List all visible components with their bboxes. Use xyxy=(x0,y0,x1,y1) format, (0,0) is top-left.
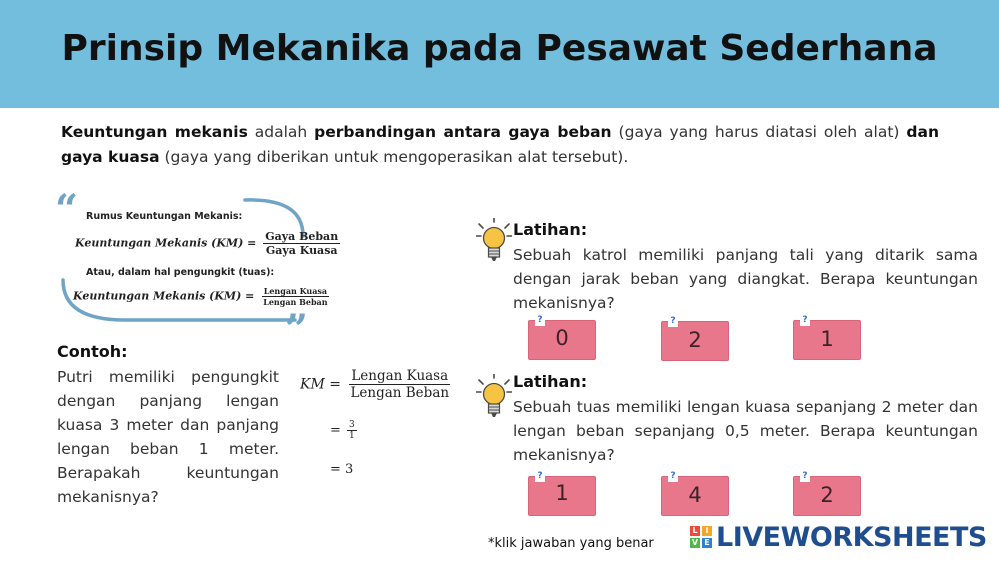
brand-logo-letter: L xyxy=(690,526,700,536)
header-banner xyxy=(0,0,999,108)
brand-name: LIVEWORKSHEETS xyxy=(716,521,987,553)
option-label: 1 xyxy=(820,327,834,351)
exercise-2-option-c[interactable] xyxy=(793,471,861,516)
formula-alt-heading: Atau, dalam hal pengungkit (tuas): xyxy=(86,267,275,278)
formula-1-fraction xyxy=(263,230,340,257)
example-text: Putri memiliki pengungkit dengan panjang lengan kuasa 3 meter dan panjang lengan beban 1 meter. Berapakah keuntungan mekanisnya? xyxy=(57,368,279,506)
lightbulb-icon xyxy=(476,218,512,264)
calc-fraction xyxy=(348,368,451,401)
calc-denominator: Lengan Beban xyxy=(350,385,450,401)
option-label: 2 xyxy=(688,328,702,352)
example-calc-step-2 xyxy=(330,420,357,441)
close-quote-icon: ” xyxy=(285,306,309,353)
exercise-2-option-a[interactable] xyxy=(528,471,596,516)
formula-equation-1 xyxy=(75,230,340,257)
calc-step-2-fraction xyxy=(347,420,357,441)
hint-marker: ? xyxy=(668,471,678,482)
example-heading: Contoh: xyxy=(57,342,128,361)
intro-text-3: (gaya yang diberikan untuk mengoperasikan alat tersebut). xyxy=(159,148,629,166)
brand-logo-letter: I xyxy=(702,526,712,536)
formula-2-denominator: Lengan Beban xyxy=(263,297,328,307)
formula-heading: Rumus Keuntungan Mekanis: xyxy=(86,211,243,222)
open-quote-icon: “ xyxy=(55,186,79,233)
example-calc-step-1 xyxy=(300,368,451,401)
exercise-1-option-a[interactable] xyxy=(528,315,596,360)
intro-term-3: dan gaya kuasa xyxy=(61,123,939,166)
instruction-footnote: *klik jawaban yang benar xyxy=(488,536,654,551)
intro-text-1: adalah xyxy=(247,123,315,141)
formula-2-lhs: Keuntungan Mekanis (KM) = xyxy=(73,289,255,303)
exercise-2-heading: Latihan: xyxy=(513,372,588,391)
lightbulb-icon xyxy=(476,374,512,420)
option-label: 4 xyxy=(688,483,702,507)
exercise-2-option-b[interactable] xyxy=(661,471,729,516)
option-label: 1 xyxy=(555,481,569,505)
brand-logo-letter: E xyxy=(702,538,712,548)
hint-marker: ? xyxy=(535,471,545,482)
formula-1-lhs: Keuntungan Mekanis (KM) = xyxy=(75,236,257,250)
brand-logo-letter: V xyxy=(691,538,699,547)
calc-lhs: KM = xyxy=(300,376,341,393)
calc-numerator: Lengan Kuasa xyxy=(351,368,449,384)
intro-paragraph xyxy=(61,120,939,170)
calc-step-2-numerator: 3 xyxy=(349,420,355,430)
calc-step-2-equals: = xyxy=(330,423,341,438)
hint-marker: ? xyxy=(800,315,810,326)
exercise-1-heading: Latihan: xyxy=(513,220,588,239)
exercise-1-question: Sebuah katrol memiliki panjang tali yang ditarik sama dengan jarak beban yang diangkat. Berapa keuntungan mekanisnya? xyxy=(513,246,978,312)
formula-equation-2 xyxy=(73,286,330,307)
intro-text-2: (gaya yang harus diatasi oleh alat) xyxy=(611,123,907,141)
exercise-1-option-b[interactable] xyxy=(661,316,729,361)
hint-marker: ? xyxy=(535,315,545,326)
formula-2-numerator: Lengan Kuasa xyxy=(263,286,328,296)
brand-logo-mark xyxy=(690,526,712,548)
hint-marker: ? xyxy=(668,316,678,327)
formula-1-denominator: Gaya Kuasa xyxy=(265,244,338,257)
exercise-1-option-c[interactable] xyxy=(793,315,861,360)
calc-step-2-denominator: 1 xyxy=(349,431,355,441)
liveworksheets-logo[interactable] xyxy=(690,520,987,554)
formula-1-numerator: Gaya Beban xyxy=(265,230,339,243)
intro-term: Keuntungan mekanis xyxy=(61,123,248,141)
page-title: Prinsip Mekanika pada Pesawat Sederhana xyxy=(61,28,938,69)
exercise-2-question: Sebuah tuas memiliki lengan kuasa sepanjang 2 meter dan lengan beban sepanjang 0,5 meter. Berapa keuntungan mekanisnya? xyxy=(513,398,978,464)
option-label: 2 xyxy=(820,483,834,507)
example-calc-step-3: = 3 xyxy=(330,462,354,477)
hint-marker: ? xyxy=(800,471,810,482)
option-label: 0 xyxy=(555,326,569,350)
formula-2-fraction xyxy=(261,286,329,307)
intro-term-2: perbandingan antara gaya beban xyxy=(314,123,612,141)
